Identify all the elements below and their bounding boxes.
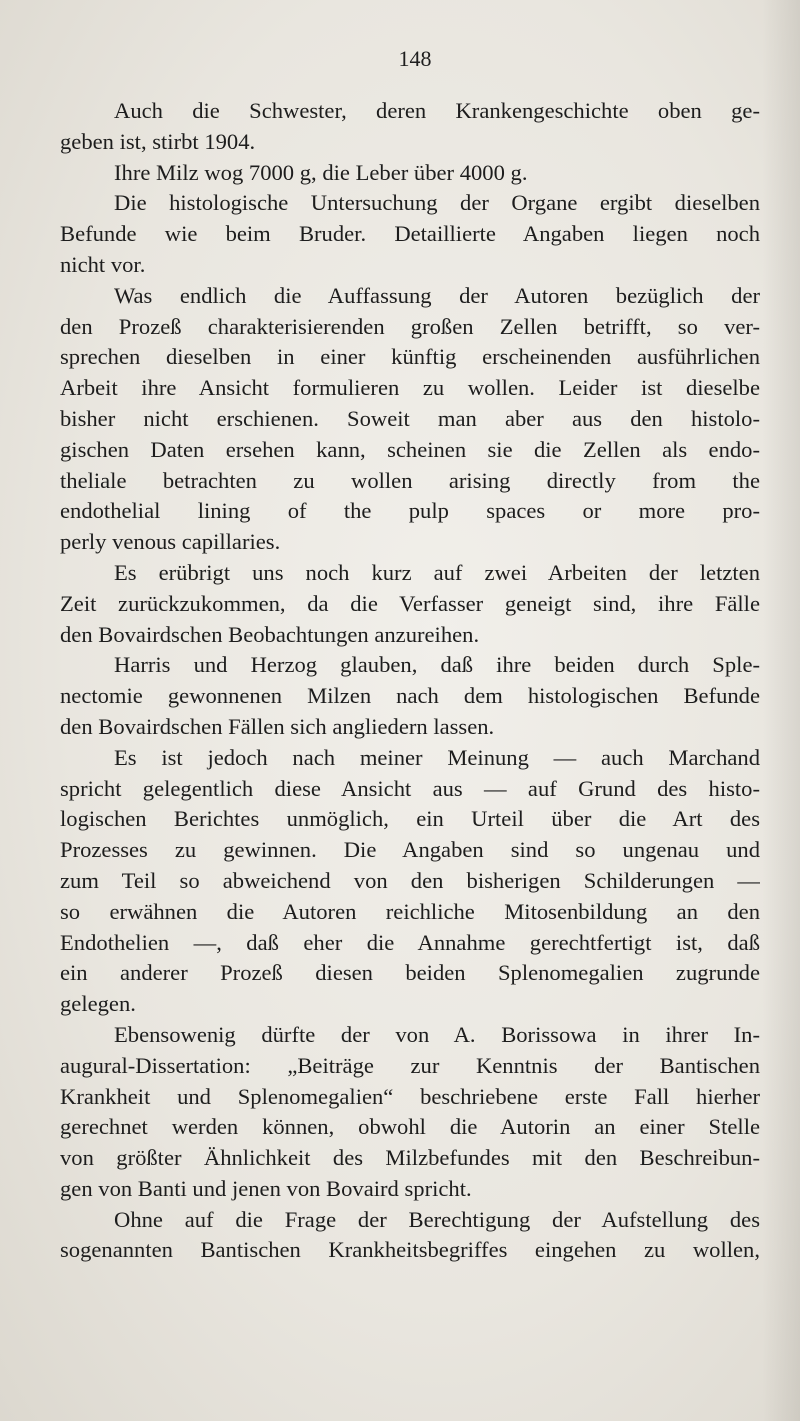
text-line: Es erübrigt uns noch kurz auf zwei Arbeiten der letzten <box>114 559 760 585</box>
text-line: Endothelien —, daß eher die Annahme gerechtfertigt ist, daß <box>60 929 760 955</box>
text-line: sprechen dieselben in einer künftig erscheinenden ausführlichen <box>60 344 760 370</box>
text-line: Krankheit und Splenomegalien“ beschriebene erste Fall hierher <box>60 1083 760 1109</box>
text-line: Zeit zurückzukommen, da die Verfasser geneigt sind, ihre Fälle <box>60 590 760 616</box>
text-line: nicht vor. <box>60 251 146 277</box>
text-line: den Bovairdschen Fällen sich angliedern lassen. <box>60 713 495 739</box>
text-line: Was endlich die Auffassung der Autoren bezüglich der <box>114 282 760 308</box>
text-line: zum Teil so abweichend von den bisherigen Schilderungen — <box>60 867 760 893</box>
text-line: Ohne auf die Frage der Berechtigung der Aufstellung des <box>114 1206 760 1232</box>
page-number: 148 <box>398 46 432 71</box>
text-line: Prozesses zu gewinnen. Die Angaben sind so ungenau und <box>60 837 760 863</box>
text-line: gischen Daten ersehen kann, scheinen sie die Zellen als endo- <box>60 436 760 462</box>
text-line: Ebensowenig dürfte der von A. Borissowa in ihrer In- <box>114 1021 760 1047</box>
text-line: Die histologische Untersuchung der Organe ergibt dieselben <box>114 190 760 216</box>
text-line: logischen Berichtes unmöglich, ein Urteil über die Art des <box>60 806 760 832</box>
text-line: augural-Dissertation: „Beiträge zur Kenntnis der Bantischen <box>60 1052 760 1078</box>
text-line: Auch die Schwester, deren Krankengeschichte oben ge- <box>114 98 760 123</box>
text-line: von größter Ähnlichkeit des Milzbefundes mit den Beschreibun- <box>60 1145 760 1171</box>
text-line: ein anderer Prozeß diesen beiden Splenomegalien zugrunde <box>60 960 760 986</box>
text-line: theliale betrachten zu wollen arising directly from the <box>60 467 760 493</box>
text-line: den Prozeß charakterisierenden großen Zellen betrifft, so ver- <box>60 313 760 339</box>
text-line: Es ist jedoch nach meiner Meinung — auch Marchand <box>114 744 760 770</box>
text-line: Befunde wie beim Bruder. Detaillierte Angaben liegen noch <box>60 221 760 247</box>
text-line: spricht gelegentlich diese Ansicht aus — auf Grund des histo- <box>60 775 760 801</box>
page-edge-shadow <box>762 0 800 1421</box>
text-line: gen von Banti und jenen von Bovaird spricht. <box>60 1175 472 1201</box>
text-line: perly venous capillaries. <box>60 529 281 555</box>
text-line: endothelial lining of the pulp spaces or more pro- <box>60 498 760 524</box>
text-line: gelegen. <box>60 991 136 1017</box>
text-line: den Bovairdschen Beobachtungen anzureihen. <box>60 621 480 647</box>
body-text <box>60 96 760 1266</box>
text-line: geben ist, stirbt 1904. <box>60 128 256 154</box>
text-line: Ihre Milz wog 7000 g, die Leber über 4000 g. <box>114 159 528 185</box>
text-line: bisher nicht erschienen. Soweit man aber aus den histolo- <box>60 405 760 431</box>
text-line: Arbeit ihre Ansicht formulieren zu wollen. Leider ist dieselbe <box>60 375 760 401</box>
text-line: Harris und Herzog glauben, daß ihre beiden durch Sple- <box>114 652 760 678</box>
text-line: sogenannten Bantischen Krankheitsbegriffes eingehen zu wollen, <box>60 1237 760 1263</box>
text-line: nectomie gewonnenen Milzen nach dem histologischen Befunde <box>60 683 760 709</box>
text-line: so erwähnen die Autoren reichliche Mitosenbildung an den <box>60 898 760 924</box>
text-line: gerechnet werden können, obwohl die Autorin an einer Stelle <box>60 1114 760 1140</box>
